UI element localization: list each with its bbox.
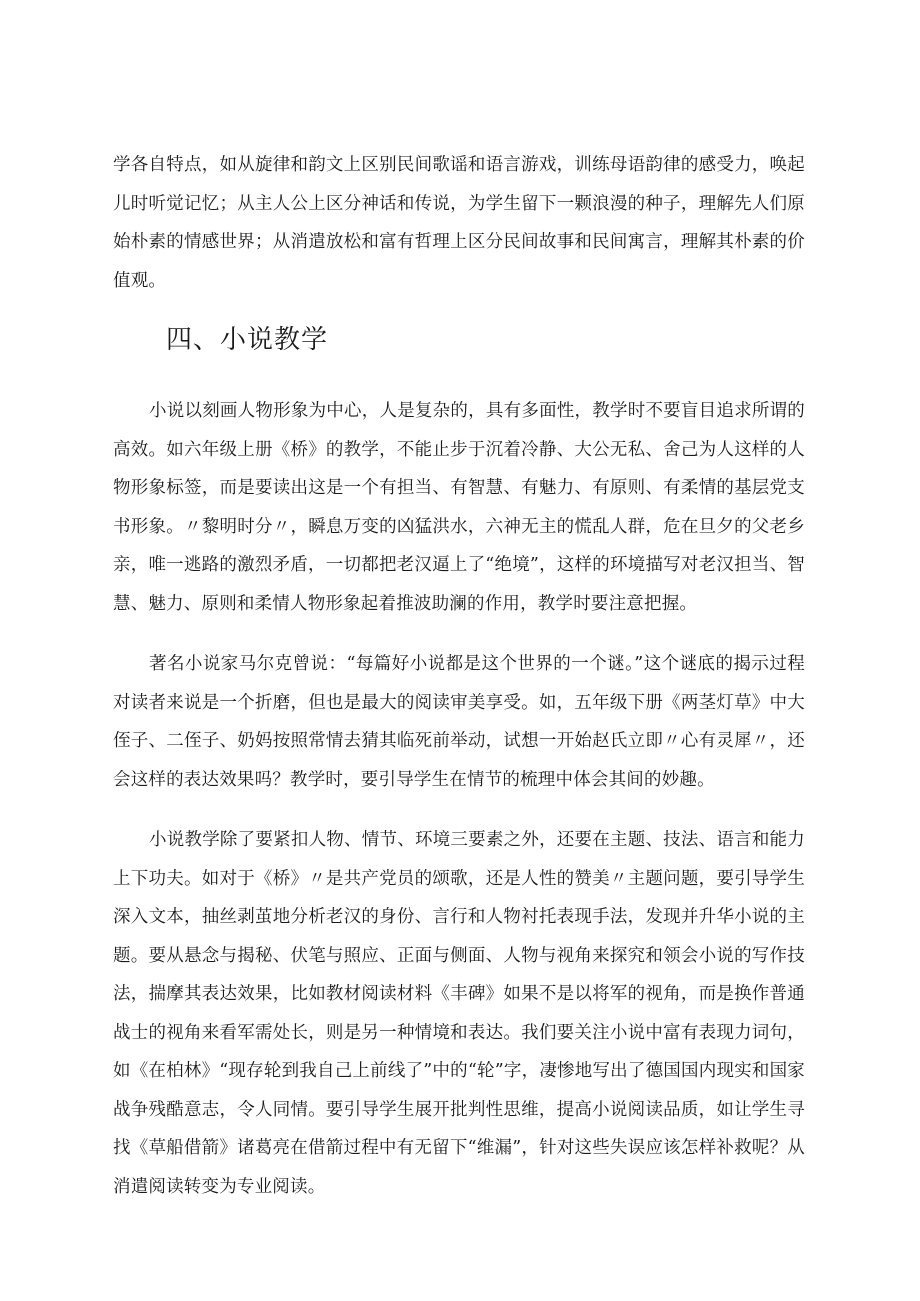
paragraph-novel-plot: 著名小说家马尔克曾说：“每篇好小说都是这个世界的一个谜。”这个谜底的揭示过程对读者来说是一个折磨，但也是最大的阅读审美享受。如，五年级下册《两茎灯草》中大侄子、二侄子、奶妈按照常情去猜其临死前举动，试想一开始赵氏立即〃心有灵犀〃，还会这样的表达效果吗？教学时，要引导学生在情节的梳理中体会其间的妙趣。 [113, 654, 805, 790]
paragraph-novel-characters: 小说以刻画人物形象为中心，人是复杂的，具有多面性，教学时不要盲目追求所谓的高效。如六年级上册《桥》的教学，不能止步于沉着冷静、大公无私、舍己为人这样的人物形象标签，而是要读出这是一个有担当、有智慧、有魅力、有原则、有柔情的基层党支书形象。〃黎明时分〃，瞬息万变的凶猛洪水，六神无主的慌乱人群，危在旦夕的父老乡亲，唯一逃路的激烈矛盾，一切都把老汉逼上了“绝境”，这样的环境描写对老汉担当、智慧、魅力、原则和柔情人物形象起着推波助澜的作用，教学时要注意把握。 [113, 401, 805, 614]
section-heading: 四、小说教学 [166, 325, 329, 355]
paragraph-novel-teaching: 小说教学除了要紧扣人物、情节、环境三要素之外，还要在主题、技法、语言和能力上下功夫。如对于《桥》〃是共产党员的颂歌，还是人性的赞美〃主题问题，要引导学生深入文本，抽丝剥茧地分析老汉的身份、言行和人物衬托表现手法，发现并升华小说的主题。要从悬念与揭秘、伏笔与照应、正面与侧面、人物与视角来探究和领会小说的写作技法，揣摩其表达效果，比如教材阅读材料《丰碑》如果不是以将军的视角，而是换作普通战士的视角来看军需处长，则是另一种情境和表达。我们要关注小说中富有表现力词句，如《在柏林》“现存轮到我自己上前线了”中的“轮”字，凄惨地写出了德国国内现实和国家战争残酷意志，令人同情。要引导学生展开批判性思维，提高小说阅读品质，如让学生寻找《草船借箭》诸葛亮在借箭过程中有无留下“维漏”，针对这些失误应该怎样补救呢？从消遣阅读转变为专业阅读。 [113, 830, 805, 1197]
paragraph-continued: 学各自特点，如从旋律和韵文上区别民间歌谣和语言游戏，训练母语韵律的感受力，唤起儿时听觉记忆；从主人公上区分神话和传说，为学生留下一颗浪漫的种子，理解先人们原始朴素的情感世界；从消遣放松和富有哲理上区分民间故事和民间寓言，理解其朴素的价值观。 [113, 155, 805, 291]
